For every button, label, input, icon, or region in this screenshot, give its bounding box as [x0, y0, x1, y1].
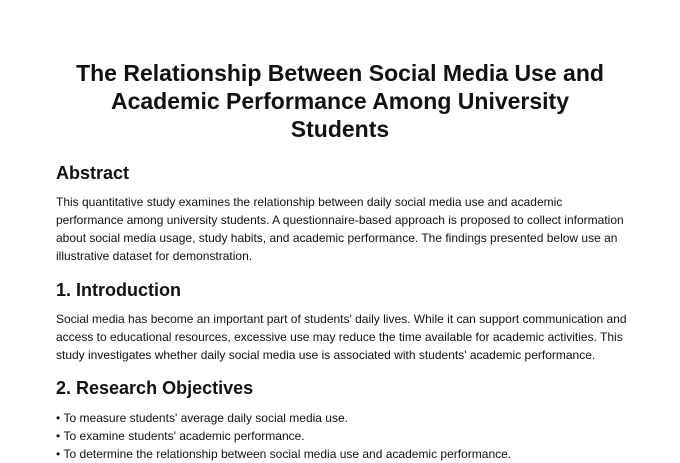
- introduction-line: study investigates whether daily social media use is associated with students' academic performance.: [56, 348, 596, 362]
- abstract-line: illustrative dataset for demonstration.: [56, 249, 253, 263]
- objective-item: • To examine students' academic performance.: [56, 427, 624, 445]
- paper-title-line: Students: [290, 116, 390, 142]
- abstract-line: about social media usage, study habits, and academic performance. The findings presented below use an: [56, 231, 618, 245]
- objectives-section: [56, 377, 624, 463]
- introduction-section: [56, 279, 627, 364]
- objective-item: • To measure students' average daily social media use.: [56, 409, 624, 427]
- abstract-section: [56, 162, 624, 265]
- abstract-text: [56, 193, 628, 265]
- abstract-line: performance among university students. A questionnaire-based approach is proposed to collect information: [56, 213, 624, 227]
- paper-title-line: The Relationship Between Social Media Use and: [76, 60, 604, 86]
- paper-title: [56, 0, 624, 143]
- introduction-line: access to educational resources, excessive use may reduce the time available for academic activities. This: [56, 330, 623, 344]
- objectives-list: [56, 409, 624, 463]
- introduction-text: [56, 310, 628, 364]
- abstract-line: This quantitative study examines the relationship between daily social media use and academic: [56, 195, 563, 209]
- paper-title-line: Academic Performance Among University: [110, 88, 570, 114]
- objective-item: • To determine the relationship between social media use and academic performance.: [56, 445, 624, 463]
- abstract-heading: Abstract: [56, 163, 130, 183]
- objectives-heading: 2. Research Objectives: [56, 378, 254, 398]
- introduction-heading: 1. Introduction: [56, 280, 181, 300]
- introduction-line: Social media has become an important part of students' daily lives. While it can support communication and: [56, 312, 627, 326]
